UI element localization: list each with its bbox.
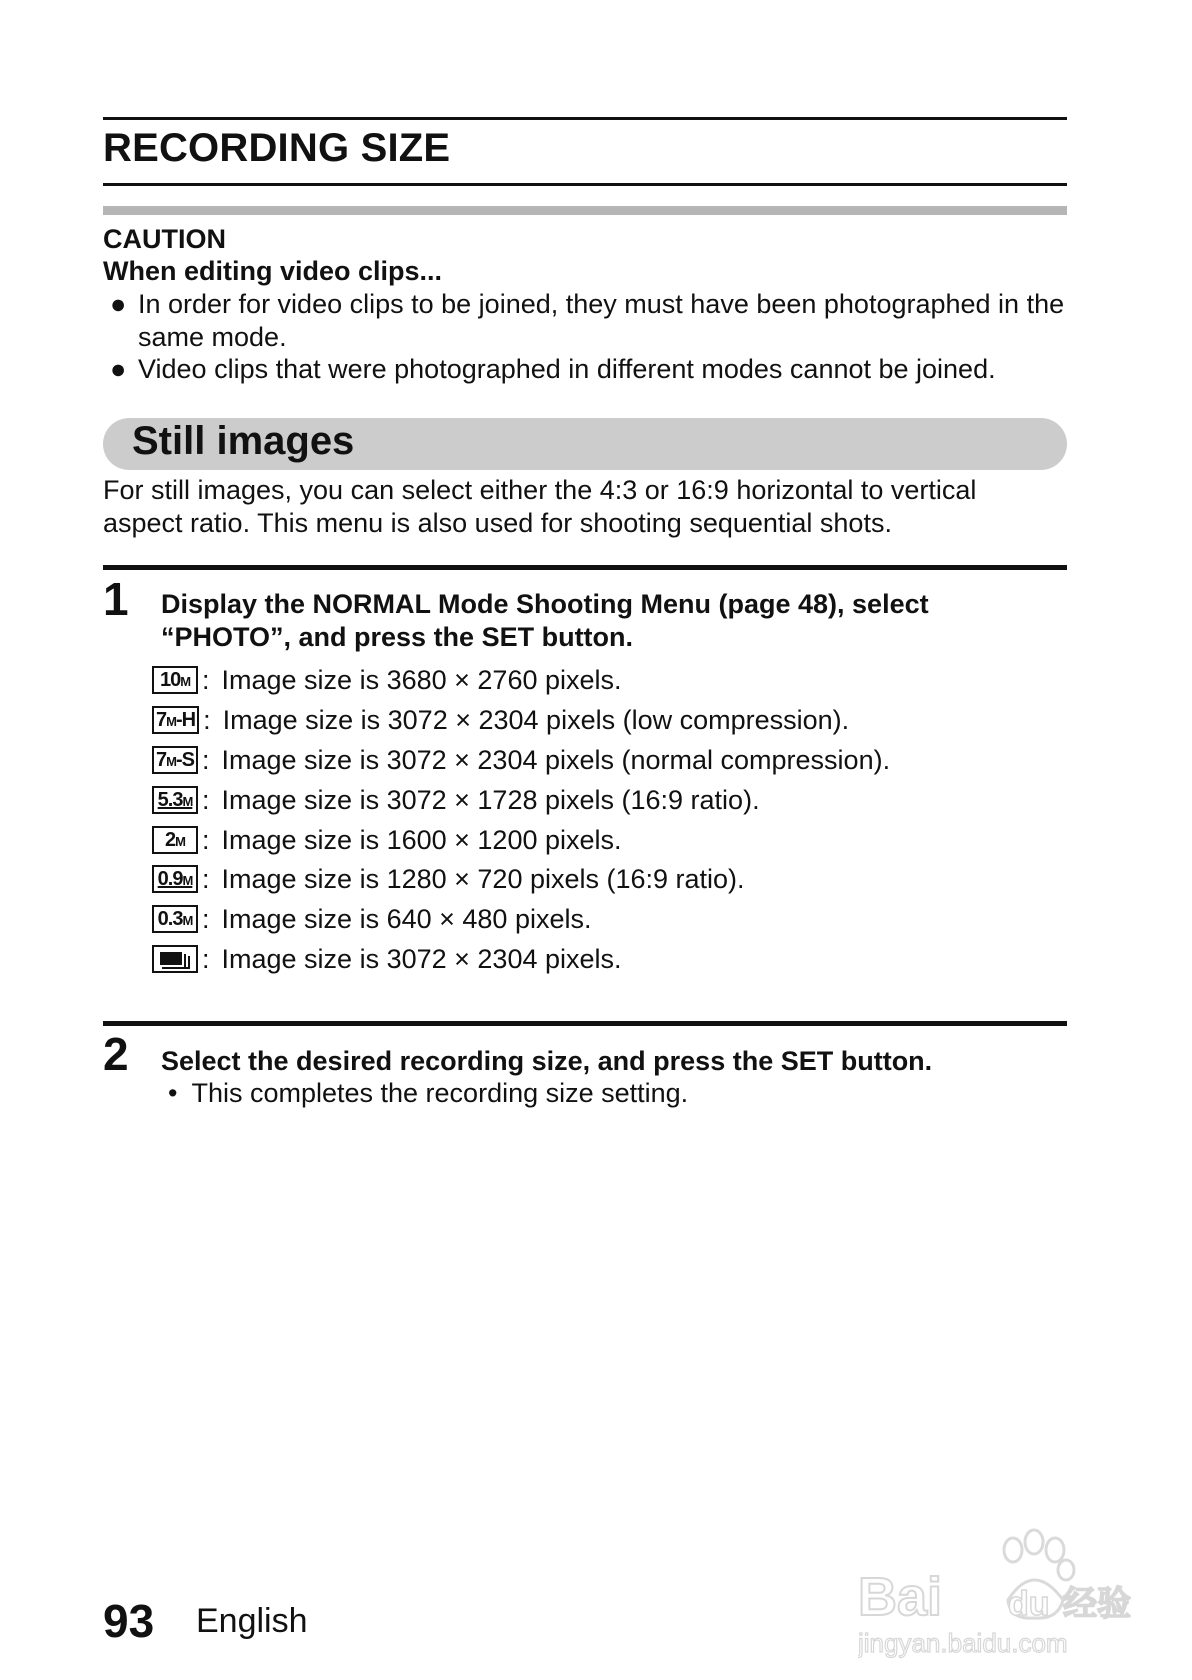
- sequential-shots-icon: [152, 945, 198, 973]
- size-option-text: Image size is 1280 × 720 pixels (16:9 ratio).: [221, 863, 745, 894]
- bullet-icon: •: [168, 1078, 178, 1108]
- size-2m-icon: 2M: [152, 826, 198, 854]
- svg-text:Bai: Bai: [858, 1567, 943, 1627]
- caution-bullet-text: In order for video clips to be joined, they must have been photographed in the same mode.: [138, 289, 1065, 352]
- size-option-text: Image size is 640 × 480 pixels.: [221, 903, 592, 934]
- step2-rule: [103, 1021, 1067, 1026]
- size-7m-h-icon: 7M-H: [152, 706, 199, 734]
- size-option-text: Image size is 3072 × 1728 pixels (16:9 ratio).: [221, 784, 760, 815]
- size-7m-s-icon: 7M-S: [152, 746, 198, 774]
- size-5-3m-icon: 5.3M: [152, 786, 198, 814]
- size-option: 2M : Image size is 1600 × 1200 pixels.: [152, 823, 622, 857]
- size-0-3m-icon: 0.3M: [152, 905, 198, 933]
- svg-text:du: du: [1008, 1585, 1050, 1623]
- step-instruction: Display the NORMAL Mode Shooting Menu (page 48), select “PHOTO”, and press the SET button.: [161, 589, 929, 652]
- caution-heading: CAUTION: [103, 224, 226, 254]
- bullet-icon: ●: [110, 354, 127, 384]
- caution-bullet: [110, 288, 1070, 354]
- size-0-9m-icon: 0.9M: [152, 865, 198, 893]
- baidu-watermark-logo: [858, 1520, 1138, 1660]
- section-heading: Still images: [132, 419, 355, 463]
- top-rule: [103, 117, 1067, 120]
- size-option: : Image size is 3072 × 2304 pixels.: [152, 942, 622, 976]
- title-bottom-rule: [103, 183, 1067, 186]
- page-number: 93: [103, 1595, 155, 1647]
- size-option-text: Image size is 3072 × 2304 pixels (normal compression).: [221, 744, 891, 775]
- size-10m-icon: 10M: [152, 666, 198, 694]
- section-intro: For still images, you can select either the 4:3 or 16:9 horizontal to vertical aspect ratio. This menu is also used for shooting sequential shots.: [103, 475, 977, 538]
- size-option: 0.9M : Image size is 1280 × 720 pixels (16:9 ratio).: [152, 862, 745, 896]
- size-option-text: Image size is 3072 × 2304 pixels (low compression).: [222, 704, 850, 735]
- caution-subheading: When editing video clips...: [103, 256, 443, 286]
- size-option: 10M : Image size is 3680 × 2760 pixels.: [152, 663, 622, 697]
- page-language: English: [196, 1602, 308, 1640]
- size-option: 7M-H : Image size is 3072 × 2304 pixels (low compression).: [152, 703, 849, 737]
- caution-bullet-text: Video clips that were photographed in different modes cannot be joined.: [138, 354, 996, 384]
- step-number: 2: [103, 1028, 129, 1080]
- size-option: 7M-S : Image size is 3072 × 2304 pixels (normal compression).: [152, 743, 890, 777]
- step1-rule: [103, 565, 1067, 570]
- step-note-text: This completes the recording size setting.: [191, 1078, 689, 1108]
- caution-bar: [103, 206, 1067, 215]
- caution-bullet: [110, 353, 1070, 386]
- size-option: 0.3M : Image size is 640 × 480 pixels.: [152, 902, 591, 936]
- step-number: 1: [103, 573, 129, 625]
- size-option: 5.3M : Image size is 3072 × 1728 pixels (16:9 ratio).: [152, 783, 760, 817]
- svg-text:jingyan.baidu.com: jingyan.baidu.com: [858, 1628, 1068, 1658]
- step-note: [168, 1078, 688, 1109]
- page-title: RECORDING SIZE: [103, 126, 451, 170]
- bullet-icon: ●: [110, 289, 127, 319]
- size-option-text: Image size is 3072 × 2304 pixels.: [221, 943, 622, 974]
- step-instruction: Select the desired recording size, and press the SET button.: [161, 1046, 933, 1076]
- svg-text:经验: 经验: [1063, 1584, 1131, 1624]
- size-option-text: Image size is 1600 × 1200 pixels.: [221, 824, 622, 855]
- size-option-text: Image size is 3680 × 2760 pixels.: [221, 664, 622, 695]
